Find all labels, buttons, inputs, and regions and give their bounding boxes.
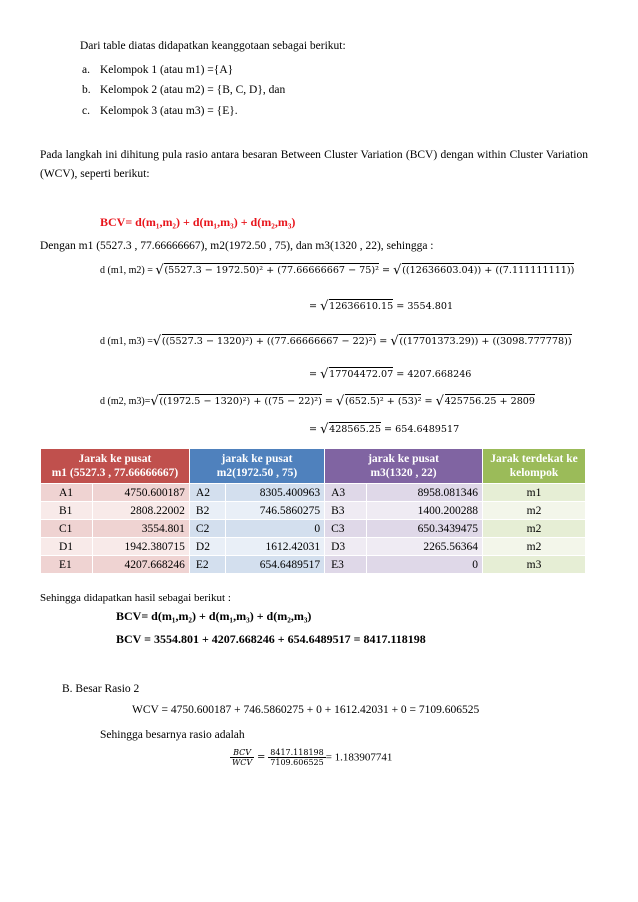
distance-result-m2-m3: = √ 428565.25 = 654.6489517 <box>309 424 459 435</box>
sqrt-expression: √ ((1972.5 − 1320)²) + ((75 − 22)²) <box>150 396 321 407</box>
equation-label: d (m1, m2) = <box>100 265 156 276</box>
distance-result-m1-m2: = √ 12636610.15 = 3554.801 <box>309 301 453 312</box>
bcv-formula-highlight: BCV= d(m₁,m₂) + d(m₁,m₃) + d(m₂,m₃) <box>100 215 296 229</box>
sqrt-expression: √ 425756.25 + 2809 <box>436 396 535 407</box>
group-text: Kelompok 2 (atau m2) = {B, C, D}, dan <box>100 84 286 96</box>
ratio-equation: $\frac{\text{BCV}}{\text{WCV}}$ = $\frac{8417.118198}{7109.606525}$ = 1.183907741 <box>232 748 393 767</box>
table-row: B1 2808.22002 B2 746.5860275 B3 1400.200288 m2 <box>41 502 586 520</box>
table-row: D1 1942.380715 D2 1612.42031 D3 2265.56364 m2 <box>41 538 586 556</box>
wcv-value: WCV = 4750.600187 + 746.5860275 + 0 + 1612.42031 + 0 = 7109.606525 <box>132 704 480 716</box>
group-text: Kelompok 3 (atau m3) = {E}. <box>100 105 238 117</box>
distance-equation-m1-m3: d (m1, m3) =√ ((5527.3 − 1320)²) + ((77.66666667 − 22)²) = √ ((17701373.29)) + ((3098.777778)) <box>100 336 572 347</box>
header-distance-m1: Jarak ke pusat m1 (5527.3 , 77.66666667) <box>41 449 190 484</box>
sqrt-expression: √ 12636610.15 <box>320 301 393 312</box>
sqrt-expression: √ (5527.3 − 1972.50)² + (77.66666667 − 75)² <box>155 265 379 276</box>
sqrt-expression: √ 428565.25 <box>320 424 381 435</box>
header-distance-m3: jarak ke pusat m3(1320 , 22) <box>325 449 483 484</box>
table-row: C1 3554.801 C2 0 C3 650.3439475 m2 <box>41 520 586 538</box>
result-intro-text: Sehingga didapatkan hasil sebagai berikut : <box>40 592 231 604</box>
group-list-item <box>82 64 233 76</box>
group-text: Kelompok 1 (atau m1) ={A} <box>100 64 234 76</box>
section-heading: B. Besar Rasio 2 <box>62 683 140 695</box>
equation-label: d (m1, m3) = <box>100 336 153 347</box>
distance-equation-m1-m2: d (m1, m2) = √ (5527.3 − 1972.50)² + (77.66666667 − 75)² = √ ((12636603.04)) + ((7.111111111)) <box>100 265 574 276</box>
list-marker: a. <box>82 64 90 76</box>
sqrt-expression: √ ((5527.3 − 1320)²) + ((77.66666667 − 22)²) <box>153 336 376 347</box>
centroid-given-text: Dengan m1 (5527.3 , 77.66666667), m2(1972.50 , 75), dan m3(1320 , 22), sehingga : <box>40 240 434 252</box>
list-marker: c. <box>82 105 90 117</box>
distance-table <box>40 448 586 574</box>
sqrt-expression: √ (652.5)² + (53)² <box>336 396 421 407</box>
intro-text: Dari table diatas didapatkan keanggotaan sebagai berikut: <box>80 40 346 52</box>
group-list-item <box>82 105 238 117</box>
header-distance-m2: jarak ke pusat m2(1972.50 , 75) <box>189 449 324 484</box>
sqrt-expression: √ ((17701373.29)) + ((3098.777778)) <box>390 336 571 347</box>
list-marker: b. <box>82 84 91 96</box>
explanation-paragraph: Pada langkah ini dihitung pula rasio antara besaran Between Cluster Variation (BCV) dengan within Cluster Variation (WCV), seperti berikut: <box>40 149 588 180</box>
ratio-symbol-fraction: $\frac{\text{BCV}}{\text{WCV}}$ <box>232 748 253 767</box>
table-row: E1 4207.668246 E2 654.6489517 E3 0 m3 <box>41 556 586 574</box>
group-list-item <box>82 84 285 96</box>
header-nearest-group: Jarak terdekat ke kelompok <box>483 449 586 484</box>
ratio-result: = 1.183907741 <box>325 751 393 764</box>
sqrt-expression: √ ((12636603.04)) + ((7.111111111)) <box>393 265 574 276</box>
bcv-value: BCV = 3554.801 + 4207.668246 + 654.6489517 = 8417.118198 <box>116 632 426 646</box>
bcv-formula: BCV= d(m₁,m₂) + d(m₁,m₃) + d(m₂,m₃) <box>116 609 312 623</box>
distance-equation-m2-m3: d (m2, m3)=√ ((1972.5 − 1320)²) + ((75 − 22)²) = √ (652.5)² + (53)² = √ 425756.25 + 2809 <box>100 396 535 407</box>
distance-result-m1-m3: = √ 17704472.07 = 4207.668246 <box>309 369 471 380</box>
sqrt-expression: √ 17704472.07 <box>320 369 393 380</box>
equation-label: d (m2, m3)= <box>100 396 151 407</box>
table-row: A1 4750.600187 A2 8305.400963 A3 8958.081346 m1 <box>41 484 586 502</box>
ratio-intro-text: Sehingga besarnya rasio adalah <box>100 729 245 741</box>
table-header-row <box>41 449 586 484</box>
ratio-value-fraction: $\frac{8417.118198}{7109.606525}$ <box>270 748 324 767</box>
